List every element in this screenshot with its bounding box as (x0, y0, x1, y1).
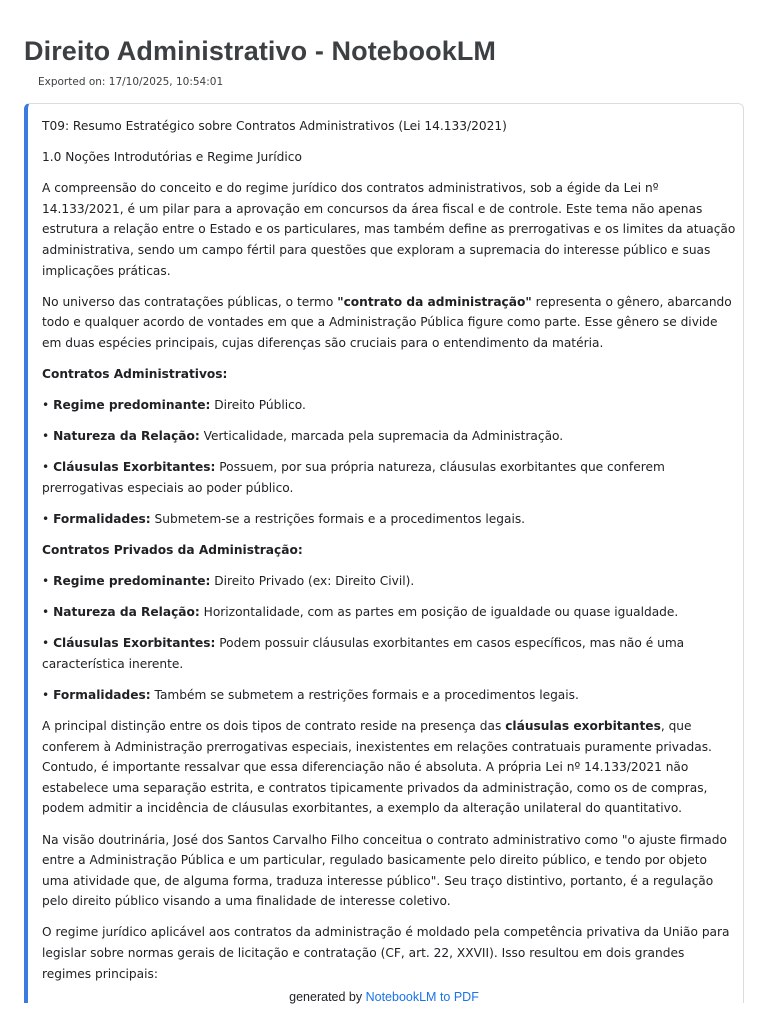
item-label: Cláusulas Exorbitantes: (53, 460, 216, 475)
item-label: Regime predominante: (53, 398, 211, 413)
private-contracts-heading (42, 540, 736, 561)
list-item (42, 685, 736, 706)
bullet: • (42, 687, 50, 702)
text-run: representa o gênero, abarcando todo e qualquer acordo de vontades em que a Administração Pública figure como parte. Esse gênero se divide em duas espécies principais, cujas diferenças são cruciais para o entendimento da matéria. (42, 294, 732, 350)
admin-contracts-heading-text: Contratos Administrativos: (42, 366, 228, 381)
export-timestamp: Exported on: 17/10/2025, 10:54:01 (38, 76, 224, 88)
item-text: Possuem, por sua própria natureza, cláusulas exorbitantes que conferem prerrogativas especiais ao poder público. (42, 460, 665, 495)
item-text: Direito Público. (210, 398, 306, 413)
item-text: Horizontalidade, com as partes em posição de igualdade ou quase igualdade. (199, 605, 679, 620)
list-item (42, 395, 736, 416)
item-text: Direito Privado (ex: Direito Civil). (210, 574, 415, 589)
item-text: Verticalidade, marcada pela supremacia da Administração. (199, 429, 564, 444)
item-label: Formalidades: (53, 687, 151, 702)
regime-paragraph: O regime jurídico aplicável aos contratos da administração é moldado pela competência privativa da União para legislar sobre normas gerais de licitação e contratação (CF, art. 22, XXVII). Isso resultou em dois grandes regimes principais: (42, 925, 730, 981)
page-title: Direito Administrativo - NotebookLM (24, 36, 497, 66)
item-label: Regime predominante: (53, 574, 211, 589)
admin-contracts-heading (42, 364, 736, 385)
item-text: Submetem-se a restrições formais e a procedimentos legais. (150, 511, 526, 526)
bullet: • (42, 636, 50, 651)
footer-prefix: generated by (289, 990, 366, 1004)
item-label: Natureza da Relação: (53, 429, 200, 444)
text-run: A principal distinção entre os dois tipos de contrato reside na presença das (42, 719, 506, 734)
item-label: Formalidades: (53, 511, 151, 526)
private-contracts-heading-text: Contratos Privados da Administração: (42, 543, 303, 557)
bullet: • (42, 511, 50, 526)
text-run: , que conferem à Administração prerrogativas especiais, inexistentes em relações contratuais puramente privadas. Contudo, é importante ressalvar que essa diferenciação não é absoluta. A própria Lei nº 14.133/2021 não estabelece uma separação estrita, e contratos tipicamente privados da administração, como os de compras, podem admitir a incidência de cláusulas exorbitantes, a exemplo da alteração unilateral do quantitativo. (42, 719, 712, 816)
footer (0, 990, 768, 1004)
list-item (42, 633, 736, 674)
item-label: Cláusulas Exorbitantes: (53, 636, 216, 651)
footer-link[interactable]: NotebookLM to PDF (365, 990, 479, 1004)
list-item (42, 457, 736, 498)
bullet: • (42, 429, 50, 444)
list-item (42, 426, 736, 447)
intro-paragraph: A compreensão do conceito e do regime jurídico dos contratos administrativos, sob a égide da Lei nº 14.133/2021, é um pilar para a aprovação em concursos da área fiscal e de controle. Este tema não apenas estrutura a relação entre o Estado e os particulares, mas também define as prerrogativas e os limites da atuação administrativa, sendo um campo fértil para questões que exploram a supremacia do interesse público e suas implicações práticas. (42, 181, 736, 278)
bullet: • (42, 574, 50, 589)
bullet: • (42, 398, 50, 413)
list-item (42, 602, 736, 623)
list-item (42, 509, 736, 530)
bullet: • (42, 605, 50, 620)
document-content (42, 116, 736, 995)
item-text: Podem possuir cláusulas exorbitantes em casos específicos, mas não é uma característica inerente. (42, 636, 685, 671)
bold-term: "contrato da administração" (337, 294, 532, 309)
bullet: • (42, 460, 50, 475)
item-label: Natureza da Relação: (53, 605, 200, 620)
document-heading: T09: Resumo Estratégico sobre Contratos Administrativos (Lei 14.133/2021) (42, 119, 507, 133)
item-text: Também se submetem a restrições formais e a procedimentos legais. (150, 687, 579, 702)
section-heading: 1.0 Noções Introdutórias e Regime Jurídico (42, 150, 302, 165)
text-run: No universo das contratações públicas, o termo (42, 294, 338, 309)
list-item (42, 571, 736, 592)
doctrine-paragraph: Na visão doutrinária, José dos Santos Carvalho Filho conceitua o contrato administrativo como "o ajuste firmado entre a Administração Pública e um particular, regulado basicamente pelo direito público, e tendo por objeto uma atividade que, de alguma forma, traduza interesse público". Seu traço distintivo, portanto, é a regulação pelo direito público visando a uma finalidade de interesse coletivo. (42, 832, 727, 909)
bold-term: cláusulas exorbitantes (505, 719, 661, 734)
genre-paragraph (42, 292, 736, 354)
distinction-paragraph (42, 716, 736, 819)
document-card (24, 103, 744, 1003)
